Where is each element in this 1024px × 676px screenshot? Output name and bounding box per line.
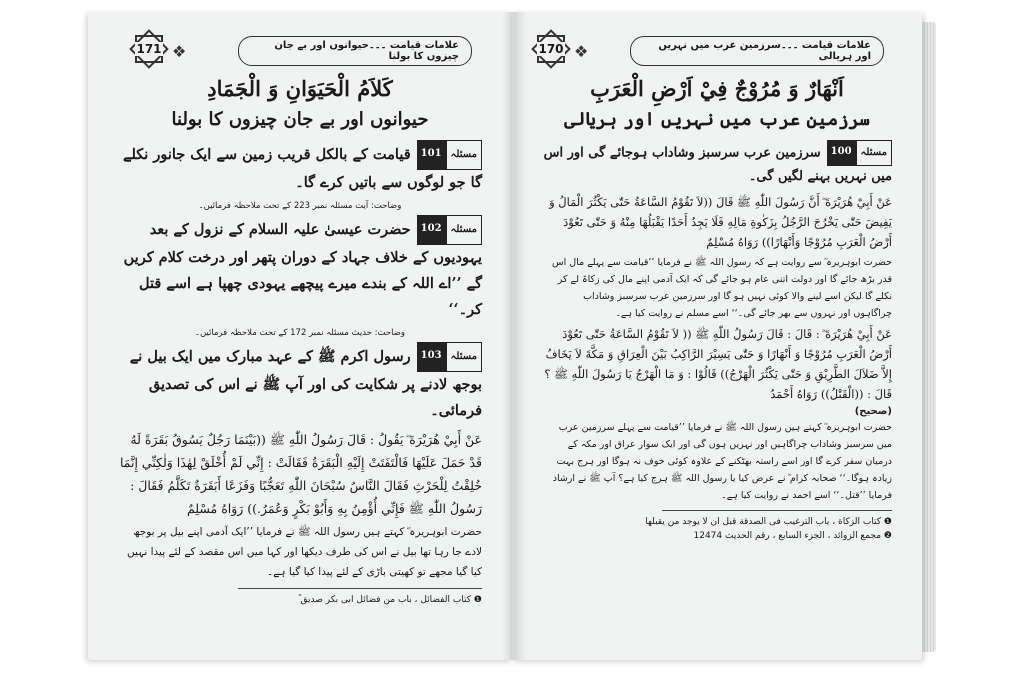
footnote-divider [238,588,482,589]
ornament-icon: ❖ [172,42,187,61]
masala-badge: مسئلہ 102 [417,215,482,245]
ornament-icon: ❖ [574,42,589,61]
page-number-badge: 171 [132,32,166,66]
book-gutter [502,12,526,660]
page-number-badge: 170 [534,32,568,66]
left-page [88,12,512,660]
chapter-title-arabic: اَنْهَارٌ وَ مُرُوْجٌ فِيْ اَرْضِ الْعَرَبِ [590,76,844,101]
masala-badge: مسئلہ 101 [417,140,482,170]
chapter-title-urdu: سرزمین عرب میں نہریں اور ہریالی [564,109,870,130]
running-header: علامات قیامت ۔۔۔حیوانوں اور بے جان چیزوں کا بولنا [238,36,472,66]
footnote-2: ❷ مجمع الزوائد ، الجزء السابع ، رقم الحديث 12474 [693,531,892,541]
footnote-1: ❶ كتاب الزكاة ، باب الترغيب فى الصدقة قبل ان لا يوجد من يقبلها [645,517,892,527]
page-content [118,76,482,607]
footnote: ❶ كتاب الفضائل ، باب من فضائل ابى بكر صديق ؓ [298,595,482,605]
footnote-divider [662,510,892,511]
masala-100: مسئلہ 100 سرزمین عرب سرسبز وشاداب ہوجائے گی اور اس میں نہریں بہنے لگیں گی۔ [542,140,892,188]
masala-102: مسئلہ 102 حضرت عیسیٰ علیہ السلام کے نزول کے بعد یہودیوں کے خلاف جہاد کے دوران پتھر اور درخت کلام کریں گے ’’اے اللہ کے بندے میرے پیچھے یہودی چھپا ہے اسے قتل کر۔‘‘ [118,215,482,323]
hadith-arabic-2: عَنْ أَبِيْ هُرَيْرَةَ ؓ : قَالَ : قَالَ رَسُولُ اللّٰهِ ﷺ (( لاَ تَقُوْمُ السَّاعَةُ حَتّٰى تَعُوْدَ أَرْضُ الْعَرَبِ مُرُوْجًا وَ أَنْهَارًا وَ حَتّٰى يَسِيْرَ الرَّاكِبُ بَيْنَ الْعِرَاقِ وَ مَكَّةَ لاَ يَخَافُ إِلاَّ ضَلاَلَ الطَّرِيْقِ وَ حَتّٰى يَكْثُرَ الْهَرْجُ)) قَالُوْا : وَ مَا الْهَرْجُ يَا رَسُولَ اللّٰهِ ﷺ ؟ قَالَ : ((الْقَتْلُ)) رَوَاهُ أَحْمَدُ [544,327,892,401]
hadith-translation: حضرت ابوہریرہ ؓ کہتے ہیں رسول اللہ ﷺ نے فرمایا ’’ایک آدمی اپنے بیل پر بوجھ لادے جا رہا تھا بیل نے اس کی طرف دیکھا اور کہا میں اس مقصد کے لئے پیدا نہیں کیا گیا مجھے تو کھیتی باڑی کے لئے پیدا کیا گیا ہے۔ [127,526,482,578]
hadith-translation-1: حضرت ابوہریرہ ؓ سے روایت ہے کہ رسول اللہ ﷺ نے فرمایا ’’قیامت سے پہلے مال اس قدر بڑھ جائے گا اور دولت اتنی عام ہو جائے گی کہ ایک آدمی اپنے مال کی زکاۃ لے کر نکلے گا لیکن اسے لینے والا کوئی نہیں ہو گا اور سرزمین عرب سرسبز وشاداب چراگاہوں اور نہروں سے بھر جائے گی۔‘‘ اسے مسلم نے روایت کیا ہے۔ [552,257,892,319]
hadith-arabic-1: عَنْ أَبِيْ هُرَيْرَةَ ؓ أَنَّ رَسُولَ اللّٰهِ ﷺ قَالَ ((لاَ تَقُوْمُ السَّاعَةُ حَتّٰى يَكْثُرَ الْمَالُ وَ يَفِيضَ حَتّٰى يَخْرُجَ الرَّجُلُ بِزَكٰوةِ مَالِهِ فَلَا يَجِدُ أَحَدًا يَقْبَلُهَا مِنْهُ وَ حَتّٰى تَعُوْدَ أَرْضُ الْعَرَبِ مُرُوْجًا وَأَنْهَارًا)) رَوَاهُ مُسْلِمٌ [549,195,892,249]
open-book [80,12,942,664]
reference-note: وضاحت: حدیث مسئلہ نمبر 172 کے تحت ملاحظہ فرمائیں۔ [194,328,406,338]
masala-101: مسئلہ 101 قیامت کے بالکل قریب زمین سے ایک جانور نکلے گا جو لوگوں سے باتیں کرے گا۔ [118,140,482,196]
running-header: علامات قیامت ۔۔۔سرزمین عرب میں نہریں اور ہریالی [630,36,884,66]
chapter-title-urdu: حیوانوں اور بے جان چیزوں کا بولنا [171,109,429,130]
hadith-translation-2: حضرت ابوہریرہ ؓ کہتے ہیں رسول اللہ ﷺ نے فرمایا ’’قیامت سے پہلے سرزمین عرب میں سرسبز وشاداب چراگاہیں اور نہریں ہوں گی اور ایک سوار عراق اور مکہ کے درمیان سفر کرے گا اور اسے راستہ بھٹکنے کے علاوہ کوئی خوف نہ ہوگا اور ہرج بہت زیادہ ہوگا۔‘‘ صحابہ کرام ؓ نے عرض کیا یا رسول اللہ ﷺ ہرج کیا ہے؟ آپ ﷺ نے ارشاد فرمایا ’’قتل۔‘‘ اسے احمد نے روایت کیا ہے۔ [552,422,892,501]
page-content [542,76,892,543]
masala-badge: مسئلہ 103 [417,342,482,372]
chapter-title-arabic: كَلاَمُ الْحَيَوَانِ وَ الْجَمَادِ [207,76,393,101]
right-page [512,12,922,660]
page-edges [922,22,936,652]
masala-103: مسئلہ 103 رسول اکرم ﷺ کے عہد مبارک میں ایک بیل نے بوجھ لادنے پر شکایت کی اور آپ ﷺ نے اس کی تصدیق فرمائی۔ [118,342,482,424]
reference-note: وضاحت: آیت مسئلہ نمبر 223 کے تحت ملاحظہ فرمائیں۔ [198,201,402,211]
masala-badge: مسئلہ 100 [827,140,892,166]
hadith-arabic: عَنْ أَبِيْ هُرَيْرَةَ ؓ يَقُولُ : قَالَ رَسُولُ اللّٰهِ ﷺ ((بَيْنَمَا رَجُلٌ يَسُوقُ بَقَرَةً لَهُ قَدْ حَمَلَ عَلَيْهَا فَالْتَفَتَتْ إِلَيْهِ الْبَقَرَةُ فَقَالَتْ : إِنِّي لَمْ أُخْلَقْ لِهٰذَا وَلٰكِنِّي إِنَّمَا خُلِقْتُ لِلْحَرْثِ فَقَالَ النَّاسُ سُبْحَانَ اللّٰهِ تَعَجُّبًا وَفَزَعًا أَبَقَرَةٌ تَكَلَّمُ فَقَالَ : رَسُولُ اللّٰهِ ﷺ فَإِنِّي أُؤْمِنُ بِهِ وَأَبُوْ بَكْرٍ وَعُمَرُ.)) رَوَاهُ مُسْلِمٌ [119,432,482,516]
grading-label: (صحیح) [854,406,892,417]
